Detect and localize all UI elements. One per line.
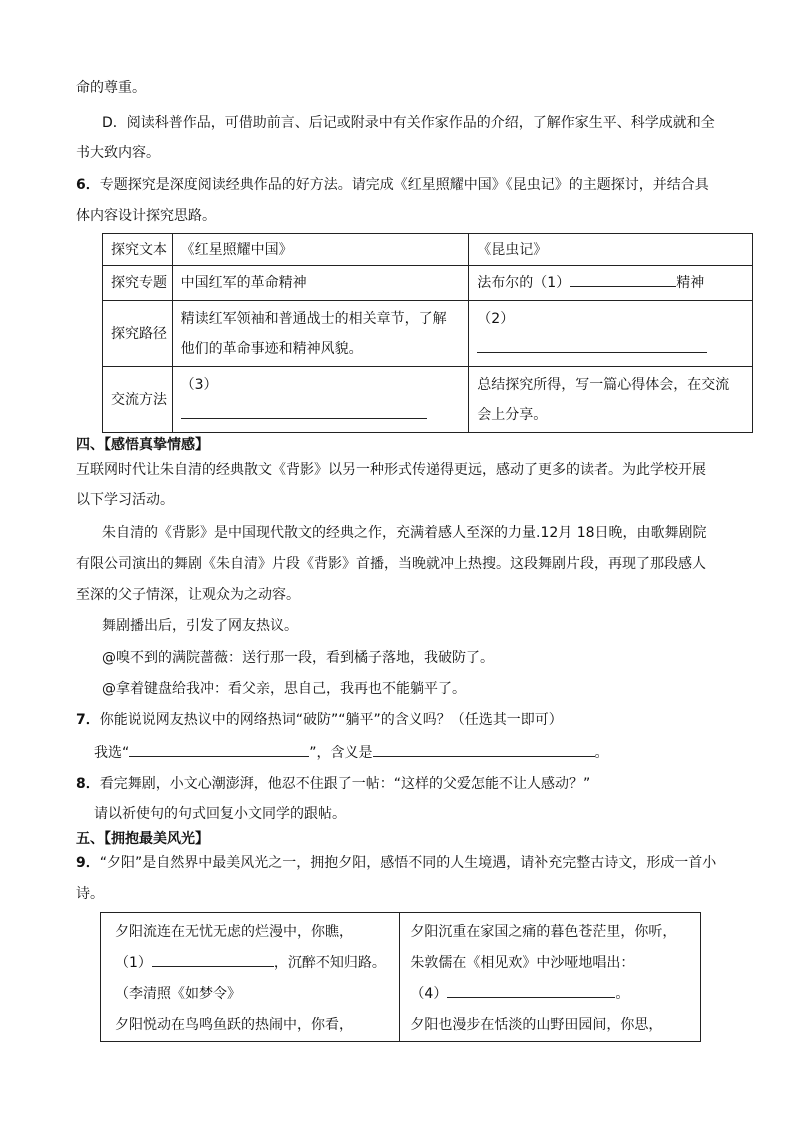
- table-cell-label: 探究路径: [103, 301, 173, 367]
- poem-line: （李清照《如梦令》: [115, 986, 241, 1002]
- cell-line: 会上分享。: [477, 406, 548, 423]
- question-number: 8．: [76, 776, 100, 792]
- section-5-heading: 五、【拥抱最美风光】: [76, 831, 209, 847]
- poem-line: 夕阳悦动在鸟鸣鱼跃的热闹中，你看，: [115, 1017, 353, 1033]
- cell-line: 精读红军领袖和普通战士的相关章节，了解: [180, 310, 447, 327]
- answer-middle: ”，含义是: [309, 745, 373, 761]
- answer-blank-poem-1[interactable]: [152, 952, 274, 967]
- table-cell: 中国红军的革命精神: [172, 266, 469, 301]
- cell-line: 总结探究所得，写一篇心得体会，在交流: [477, 376, 730, 393]
- answer-prefix: 我选“: [94, 745, 130, 761]
- poem-line: [115, 948, 399, 979]
- question-6-line-2: 体内容设计探究思路。: [76, 208, 216, 224]
- table-row: [103, 266, 753, 301]
- poem-left-cell: [101, 913, 400, 1042]
- table-cell: [172, 367, 469, 433]
- question-9-line-1: [76, 853, 716, 873]
- poem-table: [100, 912, 701, 1042]
- option-d-line-1: D．阅读科普作品，可借助前言、后记或附录中有关作家作品的介绍，了解作家生平、科学成就和全: [102, 115, 715, 131]
- table-cell: 《昆虫记》: [469, 234, 753, 266]
- poem-line: [410, 979, 700, 1010]
- poem-line: 朱敦儒在《相见欢》中沙哑地唱出：: [410, 955, 635, 971]
- answer-blank-2[interactable]: [477, 338, 707, 353]
- section-4-paragraph-2: 至深的父子情深，让观众为之动容。: [76, 587, 300, 603]
- table-cell-label: 探究文本: [103, 234, 173, 266]
- question-8-text: 看完舞剧，小文心潮澎湃，他忍不住跟了一帖：“这样的父爱怎能不让人感动？”: [99, 776, 591, 792]
- section-4-heading: 四、【感悟真挚情感】: [76, 437, 209, 453]
- poem-line: 夕阳也漫步在恬淡的山野田园间，你思，: [410, 1017, 663, 1033]
- answer-blank-poem-4[interactable]: [447, 983, 615, 998]
- netizen-comment-2: @拿着键盘给我冲：看父亲，思自己，我再也不能躺平了。: [102, 681, 466, 697]
- section-4-paragraph-2: 有限公司演出的舞剧《朱自清》片段《背影》首播，当晚就冲上热搜。这段舞剧片段，再现了那段感人: [76, 556, 706, 572]
- cell-line: 他们的革命事迹和精神风貌。: [180, 340, 363, 357]
- poem-text: ，沉醉不知归路。: [273, 955, 386, 971]
- question-number: 7．: [76, 712, 100, 728]
- table-cell: [469, 367, 753, 433]
- question-9-text: “夕阳”是自然界中最美风光之一，拥抱夕阳，感悟不同的人生境遇，请补充完整古诗文，形成一首小: [99, 855, 717, 871]
- blank-label: （2）: [477, 310, 515, 327]
- question-8-line-2: 请以祈使句的句式回复小文同学的跟帖。: [94, 806, 346, 822]
- section-4-paragraph-2: 朱自清的《背影》是中国现代散文的经典之作，充满着感人至深的力量.12月 18日晚，由歌舞剧院: [102, 525, 707, 541]
- blank-label: （1）: [115, 955, 152, 971]
- blank-suffix: 精神: [676, 275, 705, 291]
- table-cell-label: 交流方法: [103, 367, 173, 433]
- netizen-comment-1: @嗅不到的满院蔷薇：送行那一段，看到橘子落地，我破防了。: [102, 650, 494, 666]
- table-row: [103, 367, 753, 433]
- question-9-line-2: 诗。: [76, 886, 104, 902]
- inquiry-table: [102, 233, 753, 433]
- answer-blank-1[interactable]: [570, 272, 676, 287]
- question-6-text: 专题探究是深度阅读经典作品的好方法。请完成《红星照耀中国》《昆虫记》的主题探讨，并结合具: [99, 177, 709, 193]
- question-number: 6．: [76, 177, 100, 193]
- answer-blank-3[interactable]: [181, 404, 427, 419]
- blank-label: （4）: [410, 986, 448, 1002]
- section-4-paragraph-3: 舞剧播出后，引发了网友热议。: [102, 618, 298, 634]
- table-row: [103, 301, 753, 367]
- table-cell: [172, 301, 469, 367]
- section-4-paragraph-1: 以下学习活动。: [76, 492, 174, 508]
- option-d-line-2: 书大致内容。: [76, 145, 160, 161]
- answer-blank-word[interactable]: [129, 742, 309, 757]
- question-7-line: [76, 710, 563, 730]
- answer-suffix: 。: [594, 745, 609, 761]
- question-number: 9．: [76, 855, 100, 871]
- poem-line: 夕阳沉重在家国之痛的暮色苍茫里，你听，: [410, 924, 677, 940]
- answer-blank-meaning[interactable]: [373, 742, 595, 757]
- question-7-text: 你能说说网友热议中的网络热词“破防”“躺平”的含义吗？（任选其一即可）: [99, 712, 563, 728]
- table-cell: [469, 301, 753, 367]
- poem-line: 夕阳流连在无忧无虑的烂漫中，你瞧，: [115, 924, 353, 940]
- intro-line-1: 命的尊重。: [76, 80, 146, 96]
- table-row: [101, 913, 701, 1042]
- table-row: [103, 234, 753, 266]
- table-cell-label: 探究专题: [103, 266, 173, 301]
- blank-label: 法布尔的（1）: [477, 275, 571, 291]
- poem-text: 。: [615, 986, 630, 1002]
- question-8-line: [76, 774, 590, 794]
- poem-right-cell: [400, 913, 701, 1042]
- table-cell: 《红星照耀中国》: [172, 234, 469, 266]
- section-4-paragraph-1: 互联网时代让朱自清的经典散文《背影》以另一种形式传递得更远，感动了更多的读者。为此学校开展: [76, 462, 706, 478]
- blank-label: （3）: [180, 376, 218, 393]
- question-6-line-1: [76, 175, 709, 195]
- question-7-answer-line: [94, 742, 609, 763]
- table-cell: [469, 266, 753, 301]
